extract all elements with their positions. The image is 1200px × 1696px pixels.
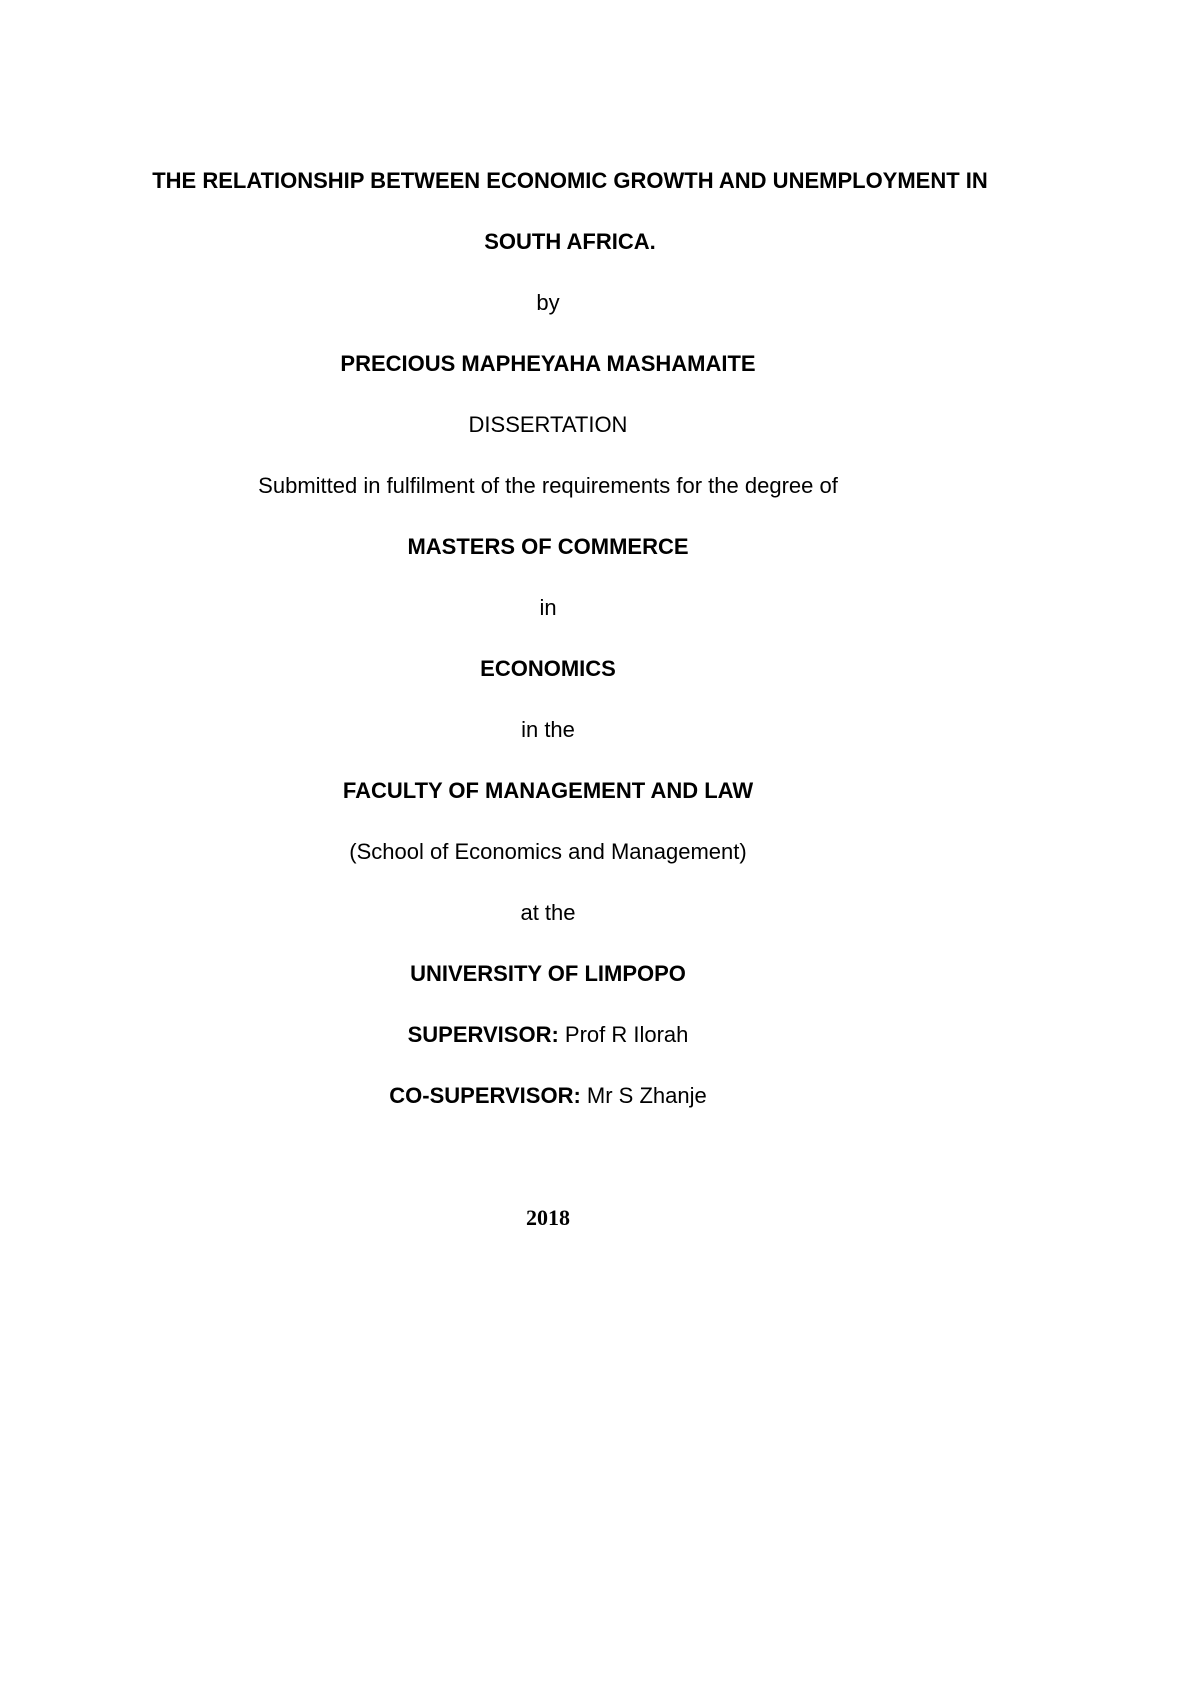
- document-type: DISSERTATION: [468, 412, 628, 437]
- school-name: (School of Economics and Management): [349, 839, 747, 864]
- author-name: PRECIOUS MAPHEYAHA MASHAMAITE: [340, 351, 756, 376]
- co-supervisor-name: Mr S Zhanje: [586, 1083, 707, 1108]
- co-supervisor-line: [0, 1081, 1148, 1111]
- supervisor-line: [0, 1020, 1148, 1050]
- submission-year: 2018: [526, 1205, 570, 1230]
- in-the-text: in the: [521, 717, 575, 742]
- thesis-title-line-2: SOUTH AFRICA.: [484, 229, 656, 254]
- supervisor-label: SUPERVISOR:: [407, 1022, 559, 1047]
- co-supervisor-label: CO-SUPERVISOR:: [389, 1083, 581, 1108]
- in-text: in: [539, 595, 557, 620]
- degree-name: MASTERS OF COMMERCE: [407, 534, 689, 559]
- discipline-name: ECONOMICS: [480, 656, 616, 681]
- supervisor-name: Prof R Ilorah: [564, 1022, 689, 1047]
- thesis-title-line-1: THE RELATIONSHIP BETWEEN ECONOMIC GROWTH AND UNEMPLOYMENT IN: [152, 168, 988, 193]
- submission-statement: Submitted in fulfilment of the requirements for the degree of: [258, 473, 838, 498]
- university-name: UNIVERSITY OF LIMPOPO: [410, 961, 686, 986]
- by-text: by: [536, 290, 560, 315]
- faculty-name: FACULTY OF MANAGEMENT AND LAW: [342, 778, 754, 803]
- at-the-text: at the: [520, 900, 576, 925]
